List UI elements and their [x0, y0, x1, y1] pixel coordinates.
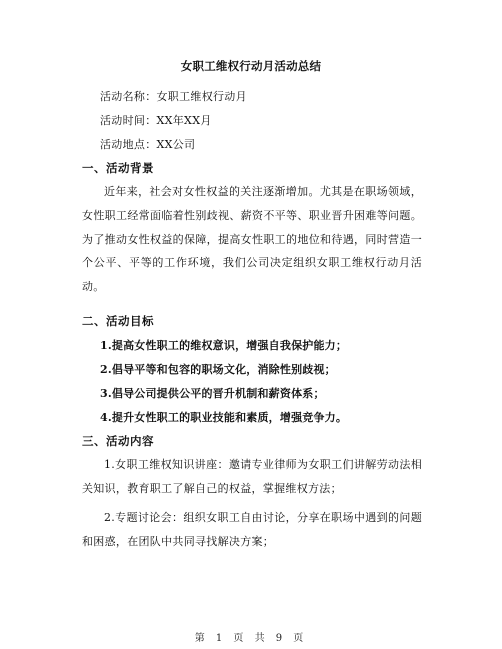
- goal-item: 4.提升女性职工的职业技能和素质，增强竞争力。: [100, 411, 348, 424]
- page-number: 第 1 页 共 9 页: [194, 633, 308, 644]
- section-background-paragraph: 近年来，社会对女性权益的关注逐渐增加。尤其是在职场领域，女性职工经常面临着性别歧视、薪资不平等、职业晋升困难等问题。为了推动女性权益的保障，提高女性职工的地位和待遇，同时营造一个公平、平等的工作环境，我们公司决定组织女职工维权行动月活动。: [82, 185, 422, 294]
- goal-item: 3.倡导公司提供公平的晋升机制和薪资体系；: [100, 387, 325, 400]
- activity-time: 活动时间：XX年XX月: [100, 114, 212, 127]
- document-title: 女职工维权行动月活动总结: [180, 59, 322, 73]
- section-goals-heading: 二、活动目标: [82, 314, 154, 328]
- content-item: 2.专题讨论会：组织女职工自由讨论，分享在职场中遇到的问题和困惑，在团队中共同寻找解决方案；: [82, 511, 422, 548]
- section-content-heading: 三、活动内容: [82, 434, 154, 448]
- activity-place: 活动地点：XX公司: [100, 138, 196, 151]
- goal-item: 1.提高女性职工的维权意识，增强自我保护能力；: [100, 339, 348, 352]
- content-item: 1.女职工维权知识讲座：邀请专业律师为女职工们讲解劳动法相关知识，教育职工了解自己的权益，掌握维权方法；: [82, 458, 422, 495]
- goal-item: 2.倡导平等和包容的职场文化，消除性别歧视；: [100, 363, 336, 376]
- section-background-heading: 一、活动背景: [82, 161, 154, 175]
- activity-name: 活动名称：女职工维权行动月: [100, 90, 247, 103]
